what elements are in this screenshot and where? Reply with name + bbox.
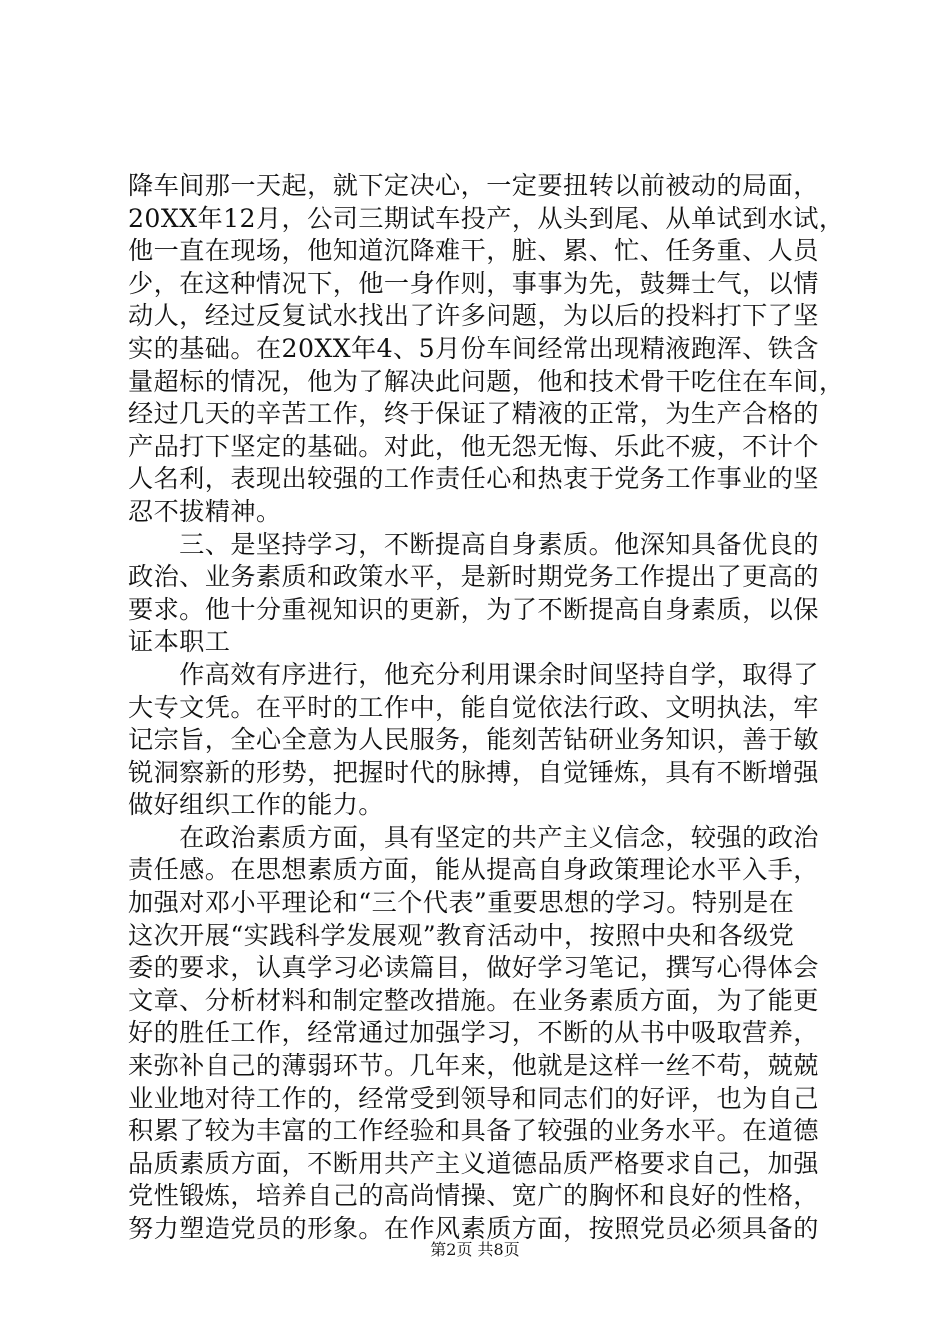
text-line: 三、是坚持学习，不断提高自身素质。他深知具备优良的	[128, 529, 819, 559]
text-line: 党性锻炼，培养自己的高尚情操、宽广的胸怀和良好的性格，	[128, 1181, 819, 1211]
text-line: 责任感。在思想素质方面，能从提高自身政策理论水平入手，	[128, 855, 819, 885]
text-line: 委的要求，认真学习必读篇目，做好学习笔记，撰写心得体会	[128, 953, 819, 983]
text-line: 努力塑造党员的形象。在作风素质方面，按照党员必须具备的	[128, 1214, 819, 1243]
text-line: 大专文凭。在平时的工作中，能自觉依法行政、文明执法，牢	[128, 692, 819, 722]
text-line: 加强对邓小平理论和“三个代表”重要思想的学习。特别是在	[128, 888, 795, 918]
text-line: 实的基础。在20XX年4、5月份车间经常出现精液跑浑、铁含	[128, 333, 819, 363]
text-line: 品质素质方面，不断用共产主义道德品质严格要求自己，加强	[128, 1148, 819, 1178]
text-line: 产品打下坚定的基础。对此，他无怨无悔、乐此不疲，不计个	[128, 431, 819, 461]
text-line: 人名利，表现出较强的工作责任心和热衷于党务工作事业的坚	[128, 464, 819, 494]
text-line: 动人，经过反复试水找出了许多问题，为以后的投料打下了坚	[128, 301, 819, 331]
text-line: 做好组织工作的能力。	[128, 790, 384, 820]
text-line: 锐洞察新的形势，把握时代的脉搏，自觉锤炼，具有不断增强	[128, 757, 819, 787]
document-body	[128, 170, 845, 1246]
text-line: 作高效有序进行，他充分利用课余时间坚持自学，取得了	[128, 659, 819, 689]
text-line: 这次开展“实践科学发展观”教育活动中，按照中央和各级党	[128, 920, 795, 950]
text-line: 忍不拔精神。	[128, 496, 282, 526]
text-line: 少，在这种情况下，他一身作则，事事为先，鼓舞士气，以情	[128, 268, 819, 298]
text-line: 业业地对待工作的，经常受到领导和同志们的好评，也为自己	[128, 1083, 819, 1113]
text-line: 政治、业务素质和政策水平，是新时期党务工作提出了更高的	[128, 562, 819, 592]
text-line: 证本职工	[128, 627, 231, 657]
text-line: 来弥补自己的薄弱环节。几年来，他就是这样一丝不苟，兢兢	[128, 1051, 819, 1081]
text-line: 量超标的情况，他为了解决此问题，他和技术骨干吃住在车间，	[128, 366, 845, 396]
text-line: 好的胜任工作，经常通过加强学习，不断的从书中吸取营养，	[128, 1018, 819, 1048]
text-line: 要求。他十分重视知识的更新，为了不断提高自身素质，以保	[128, 594, 819, 624]
text-line: 积累了较为丰富的工作经验和具备了较强的业务水平。在道德	[128, 1116, 819, 1146]
text-line: 他一直在现场，他知道沉降难干，脏、累、忙、任务重、人员	[128, 236, 819, 266]
text-line: 降车间那一天起，就下定决心，一定要扭转以前被动的局面，	[128, 171, 819, 200]
text-line: 20XX年12月，公司三期试车投产，从头到尾、从单试到水试，	[128, 203, 845, 233]
text-line: 经过几天的辛苦工作，终于保证了精液的正常，为生产合格的	[128, 399, 819, 429]
text-line: 记宗旨，全心全意为人民服务，能刻苦钻研业务知识，善于敏	[128, 725, 819, 755]
text-line: 文章、分析材料和制定整改措施。在业务素质方面，为了能更	[128, 985, 819, 1015]
text-line: 在政治素质方面，具有坚定的共产主义信念，较强的政治	[128, 822, 819, 852]
page-number-footer: 第2页 共8页	[430, 1240, 520, 1259]
